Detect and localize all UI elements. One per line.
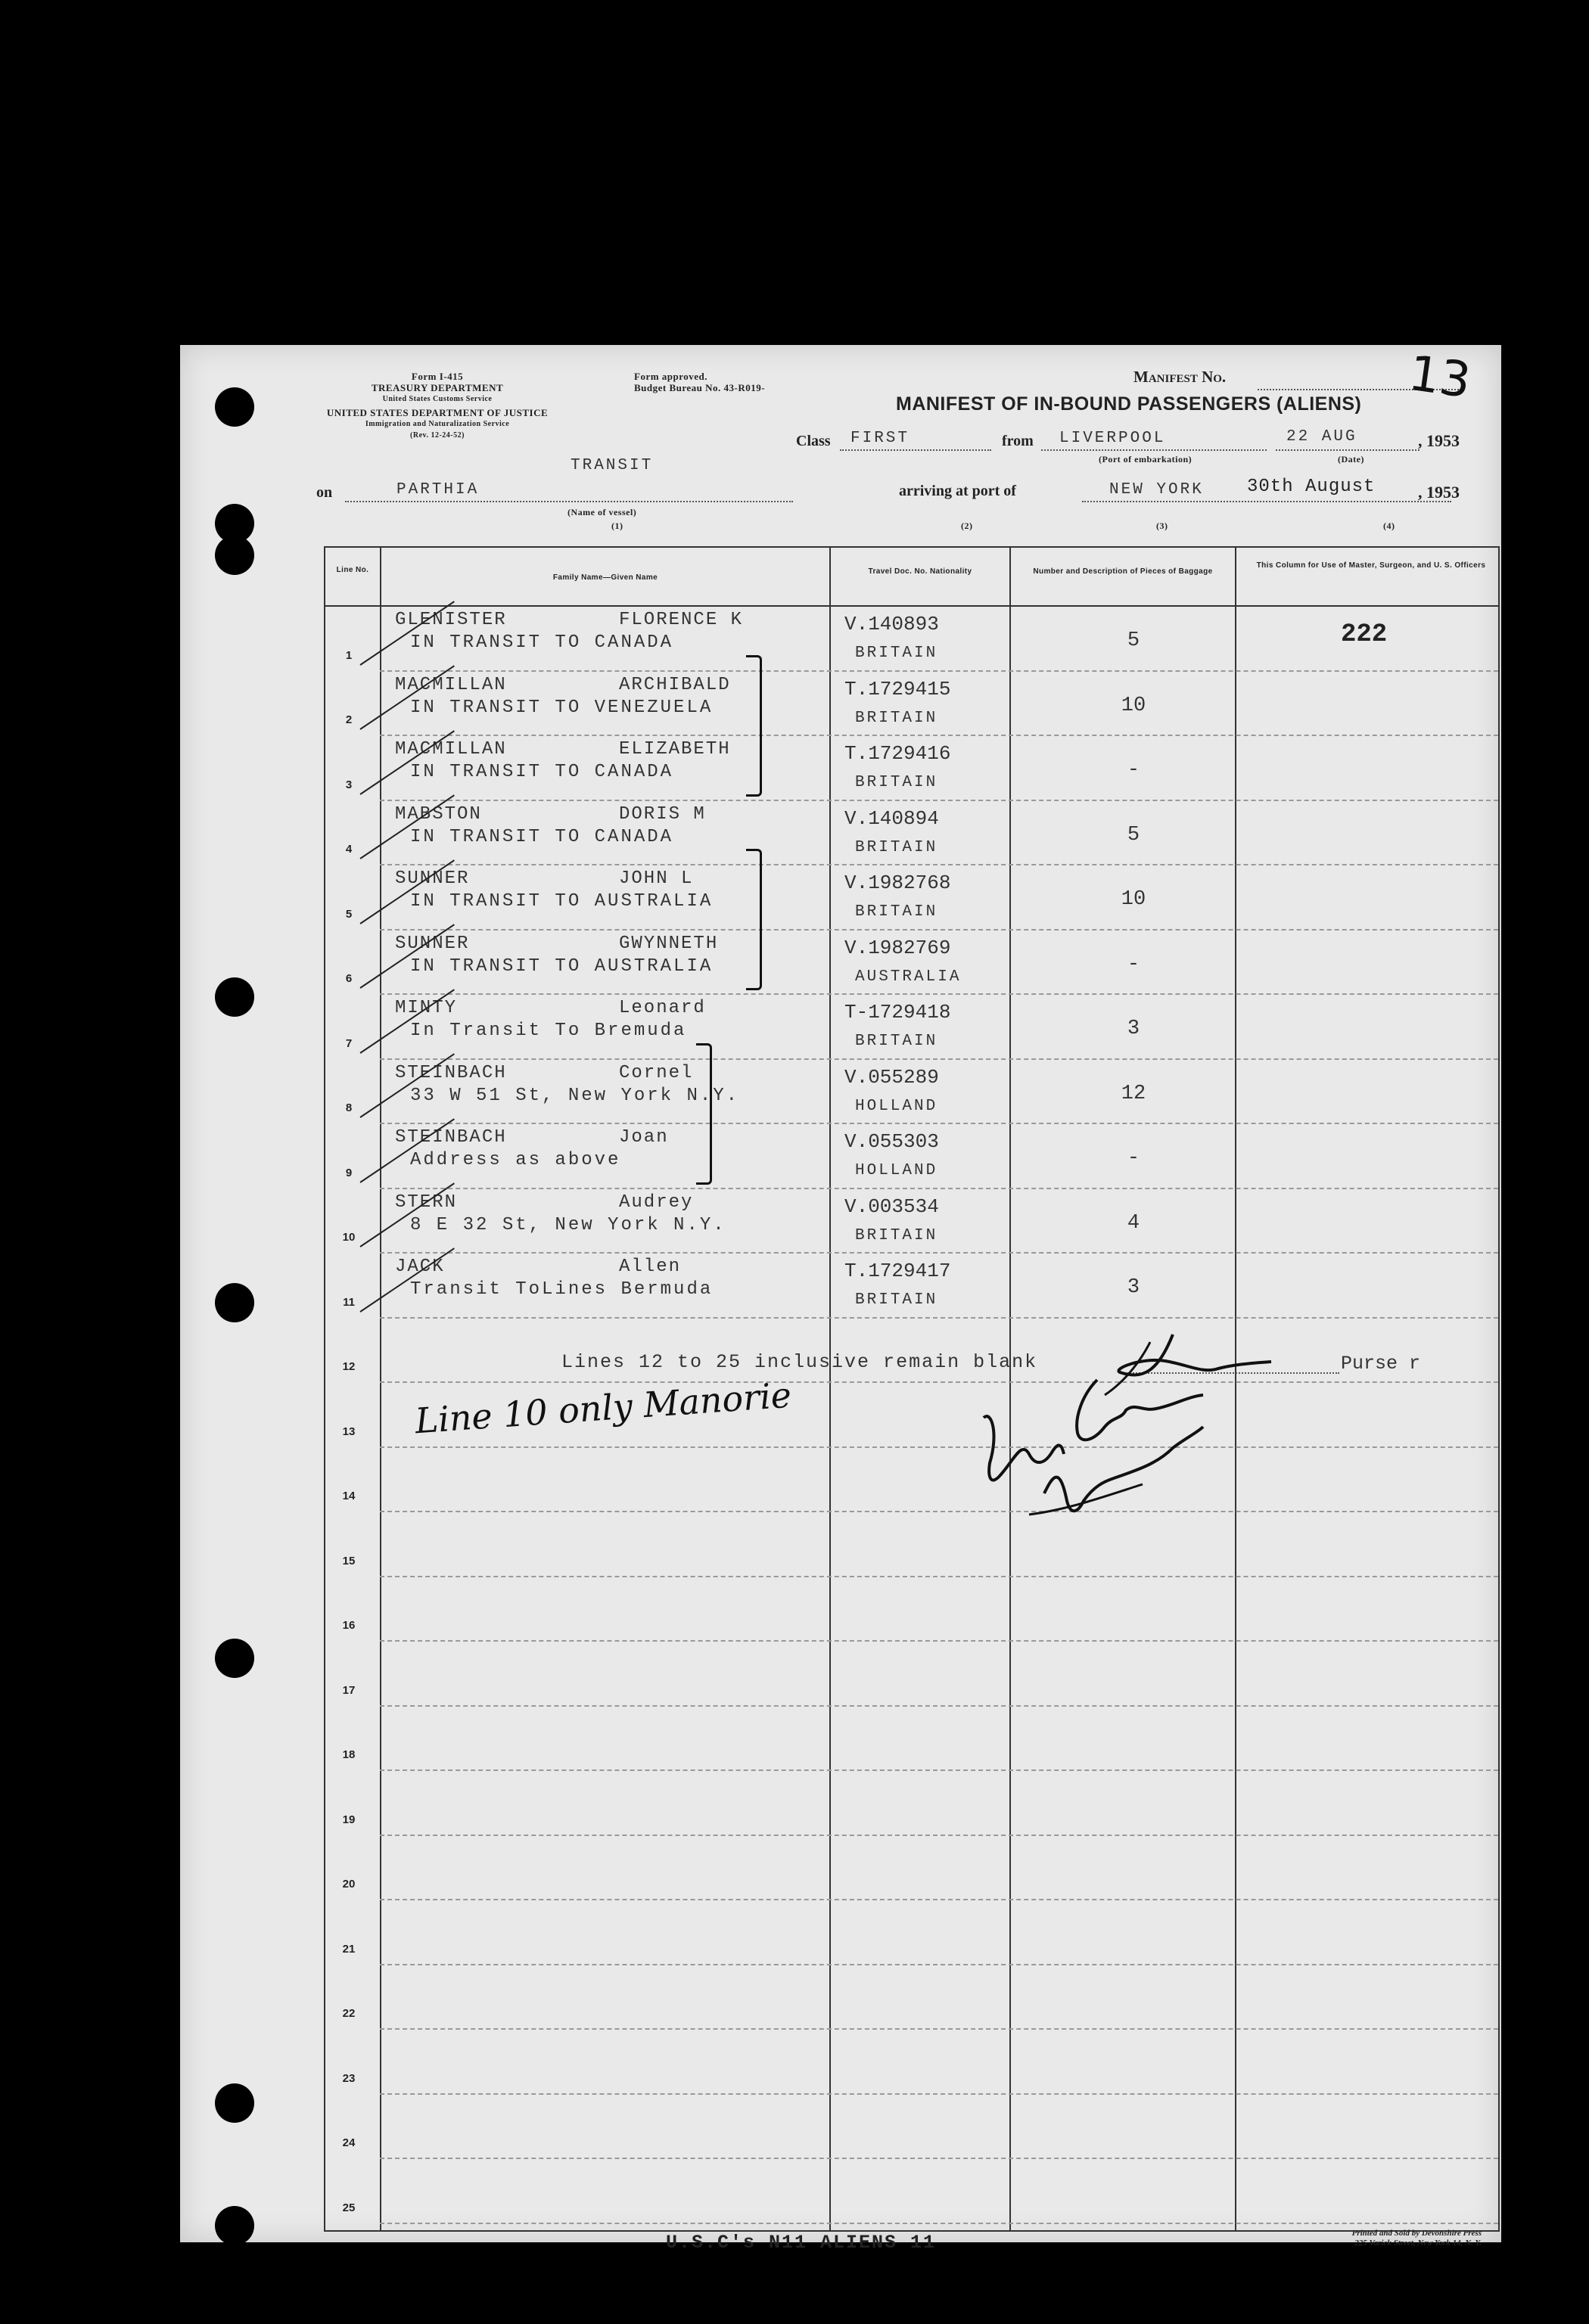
col1-number: (1) <box>611 520 623 531</box>
row-divider <box>380 1188 1498 1189</box>
line-number: 24 <box>342 2136 356 2149</box>
from-line <box>1041 449 1267 451</box>
baggage-count: - <box>1127 1147 1140 1170</box>
passenger-note: Address as above <box>410 1150 621 1170</box>
col2-number: (2) <box>961 520 973 531</box>
line-number: 12 <box>342 1360 356 1373</box>
line-number: 17 <box>342 1683 356 1697</box>
line-number: 11 <box>343 1295 355 1309</box>
row-divider <box>380 1576 1498 1577</box>
vessel-caption: (Name of vessel) <box>568 507 637 517</box>
passenger-note: IN TRANSIT TO CANADA <box>410 632 674 653</box>
row-divider <box>380 1964 1498 1965</box>
travel-doc-no: T.1729416 <box>844 742 951 765</box>
col-header-travel-doc: Travel Doc. No. Nationality <box>868 567 972 576</box>
arrival-port: NEW YORK <box>1109 481 1204 499</box>
row-divider <box>380 800 1498 801</box>
line-number: 14 <box>342 1490 356 1502</box>
line-number: 1 <box>345 648 353 662</box>
nationality: BRITAIN <box>855 709 938 727</box>
row-divider <box>380 735 1498 736</box>
given-name: Joan <box>619 1127 669 1148</box>
nationality: BRITAIN <box>855 1033 938 1050</box>
budget-bureau: Budget Bureau No. 43-R019- <box>634 382 766 393</box>
officer-entry: 222 <box>1341 620 1388 649</box>
nationality: BRITAIN <box>855 838 938 856</box>
row-divider <box>380 1123 1498 1124</box>
punch-hole <box>215 2206 254 2245</box>
row-divider <box>380 1252 1498 1254</box>
purser-title: Purse r <box>1341 1353 1421 1375</box>
baggage-count: - <box>1127 759 1140 781</box>
manifest-no-handwritten: 13 <box>1405 345 1475 410</box>
given-name: DORIS M <box>619 803 706 825</box>
line-number: 7 <box>345 1036 353 1050</box>
passenger-table <box>324 546 1500 2232</box>
nationality: AUSTRALIA <box>855 968 962 986</box>
officer-signatures <box>916 1327 1279 1524</box>
manifest-title: MANIFEST OF IN-BOUND PASSENGERS (ALIENS) <box>896 393 1362 415</box>
depart-date: 22 AUG <box>1286 428 1357 446</box>
row-divider <box>380 1640 1498 1642</box>
line-number: 16 <box>342 1619 356 1632</box>
passenger-note: IN TRANSIT TO VENEZUELA <box>410 697 714 718</box>
baggage-count: 3 <box>1127 1018 1140 1040</box>
form-approval <box>634 371 765 393</box>
baggage-count: 10 <box>1121 888 1146 911</box>
depart-year: , 1953 <box>1418 431 1460 450</box>
ins-service: Immigration and Naturalization Service <box>365 420 510 428</box>
given-name: Cornel <box>619 1062 694 1083</box>
footer-code: U.S.C's N11 ALIENS 11 <box>666 2232 937 2254</box>
nationality: BRITAIN <box>855 645 938 662</box>
line-number: 3 <box>345 778 353 791</box>
line-number: 22 <box>342 2007 356 2020</box>
row-divider <box>380 670 1498 672</box>
travel-doc-no: V.1982768 <box>844 872 951 894</box>
nationality: BRITAIN <box>855 774 938 791</box>
form-approved: Form approved. <box>634 371 708 382</box>
line-number: 20 <box>342 1878 356 1891</box>
travel-doc-no: V.140893 <box>844 613 939 635</box>
form-header-treasury <box>347 371 528 405</box>
family-name: MACMILLAN <box>395 739 507 760</box>
line-number: 4 <box>345 843 353 856</box>
baggage-count: - <box>1127 952 1140 976</box>
col-header-line: Line No. <box>336 566 369 574</box>
punch-hole <box>215 387 254 427</box>
passenger-note: IN TRANSIT TO AUSTRALIA <box>410 891 714 912</box>
line-number: 23 <box>342 2071 356 2085</box>
given-name: JOHN L <box>619 868 694 889</box>
nationality: HOLLAND <box>855 1097 938 1115</box>
given-name: Leonard <box>619 998 706 1018</box>
date-line <box>1276 449 1420 451</box>
family-name: MINTY <box>395 998 458 1018</box>
family-name: STEINBACH <box>395 1127 507 1148</box>
given-name: GWYNNETH <box>619 933 719 954</box>
passenger-note: IN TRANSIT TO CANADA <box>410 762 674 782</box>
line-number: 19 <box>342 1813 356 1826</box>
port-embark-caption: (Port of embarkation) <box>1099 454 1193 464</box>
from-value: LIVERPOOL <box>1059 430 1166 447</box>
travel-doc-no: V.1982769 <box>844 936 951 959</box>
row-divider <box>380 1058 1498 1060</box>
family-name: STERN <box>395 1192 458 1213</box>
transit-stamp: TRANSIT <box>571 457 654 474</box>
arriving-label: arriving at port of <box>899 483 1016 499</box>
travel-doc-no: V.003534 <box>844 1195 939 1218</box>
travel-doc-no: T.1729415 <box>844 677 951 701</box>
family-name: MABSTON <box>395 803 482 825</box>
form-header-justice <box>316 407 558 441</box>
remark-blank-lines: Lines 12 to 25 inclusive remain blank <box>561 1351 1038 1373</box>
family-name: SUNNER <box>395 868 470 889</box>
passenger-note: In Transit To Bremuda <box>410 1021 687 1041</box>
family-bracket <box>746 655 762 797</box>
given-name: FLORENCE K <box>619 610 744 630</box>
nationality: BRITAIN <box>855 1291 938 1309</box>
row-divider <box>380 1769 1498 1771</box>
manifest-no-label: Manifest No. <box>1133 368 1227 386</box>
line-number: 21 <box>342 1942 356 1956</box>
line-number: 2 <box>345 713 353 726</box>
printer-line-1: Printed and Sold by Devonshire Press <box>1351 2229 1482 2238</box>
family-name: STEINBACH <box>395 1062 507 1083</box>
form-number: Form I-415 <box>411 371 464 382</box>
line-number: 15 <box>342 1554 356 1567</box>
line-number: 8 <box>345 1101 353 1114</box>
row-divider <box>380 2223 1498 2224</box>
line-number: 25 <box>342 2201 356 2214</box>
arrival-year: , 1953 <box>1418 483 1460 502</box>
col-header-baggage: Number and Description of Pieces of Baggage <box>1033 567 1213 576</box>
row-divider <box>380 2093 1498 2095</box>
handwritten-note: Line 10 only Manorie <box>413 1374 793 1442</box>
baggage-count: 12 <box>1121 1082 1146 1105</box>
travel-doc-no: T.1729417 <box>844 1260 951 1282</box>
vessel-line <box>345 501 793 502</box>
baggage-count: 5 <box>1127 629 1140 652</box>
punch-hole <box>215 2083 254 2123</box>
family-bracket <box>746 849 762 990</box>
travel-doc-no: V.055289 <box>844 1065 939 1089</box>
passenger-note: 33 W 51 St, New York N.Y. <box>410 1085 740 1106</box>
line-number: 6 <box>345 972 353 985</box>
nationality: BRITAIN <box>855 903 938 921</box>
class-label: Class <box>796 433 831 449</box>
given-name: ARCHIBALD <box>619 674 731 695</box>
justice-dept: UNITED STATES DEPARTMENT OF JUSTICE <box>326 407 549 418</box>
line-number: 9 <box>345 1166 353 1179</box>
passenger-note: Transit ToLines Bermuda <box>410 1279 714 1300</box>
passenger-note: IN TRANSIT TO AUSTRALIA <box>410 955 714 977</box>
family-name: GLENISTER <box>395 610 507 630</box>
passenger-note: IN TRANSIT TO CANADA <box>410 826 674 847</box>
row-divider <box>380 864 1498 865</box>
row-divider <box>380 1835 1498 1836</box>
col4-number: (4) <box>1383 520 1395 531</box>
row-divider <box>380 1317 1498 1319</box>
printer-imprint <box>1255 2229 1482 2248</box>
col3-number: (3) <box>1156 520 1168 531</box>
printer-line-2: 225 Varick Street, New York 14, N. Y. <box>1354 2239 1482 2248</box>
row-divider <box>380 929 1498 931</box>
manifest-page <box>180 345 1501 2254</box>
travel-doc-no: V.140894 <box>844 806 939 830</box>
date-caption: (Date) <box>1338 454 1364 464</box>
row-divider <box>380 993 1498 995</box>
given-name: Allen <box>619 1257 682 1277</box>
line-number: 13 <box>342 1425 356 1438</box>
from-label: from <box>1002 433 1034 449</box>
family-name: MACMILLAN <box>395 674 507 695</box>
passenger-note: 8 E 32 St, New York N.Y. <box>410 1214 726 1235</box>
nationality: HOLLAND <box>855 1162 938 1179</box>
line-number: 18 <box>342 1748 356 1761</box>
punch-hole <box>215 1283 254 1322</box>
row-divider <box>380 1899 1498 1900</box>
travel-doc-no: T-1729418 <box>844 1001 951 1024</box>
travel-doc-no: V.055303 <box>844 1130 939 1153</box>
row-divider <box>380 2028 1498 2030</box>
on-label: on <box>316 484 333 501</box>
family-name: SUNNER <box>395 933 470 954</box>
revision-date: (Rev. 12-24-52) <box>410 431 465 440</box>
customs-service: United States Customs Service <box>382 395 493 403</box>
arrival-line <box>1082 501 1451 502</box>
baggage-count: 4 <box>1127 1211 1140 1235</box>
line-number: 5 <box>345 907 353 921</box>
family-name: JACK <box>395 1257 445 1277</box>
vessel-name: PARTHIA <box>396 481 480 499</box>
line-number: 10 <box>342 1231 356 1244</box>
row-divider <box>380 2158 1498 2159</box>
arrival-date: 30th August <box>1247 477 1376 497</box>
class-value: FIRST <box>850 430 910 447</box>
punch-hole <box>215 536 254 575</box>
baggage-count: 5 <box>1127 823 1140 847</box>
col-header-officers: This Column for Use of Master, Surgeon, and U. S. Officers <box>1256 561 1486 570</box>
header-divider <box>325 605 1498 607</box>
col-header-name: Family Name—Given Name <box>552 573 658 582</box>
baggage-count: 10 <box>1121 694 1146 717</box>
given-name: Audrey <box>619 1192 694 1213</box>
nationality: BRITAIN <box>855 1226 938 1244</box>
class-line <box>840 449 991 451</box>
given-name: ELIZABETH <box>619 739 731 760</box>
baggage-count: 3 <box>1127 1276 1140 1299</box>
punch-hole <box>215 977 254 1017</box>
row-divider <box>380 1705 1498 1707</box>
treasury-dept: TREASURY DEPARTMENT <box>371 382 504 393</box>
family-bracket <box>696 1043 712 1185</box>
punch-hole <box>215 1639 254 1678</box>
